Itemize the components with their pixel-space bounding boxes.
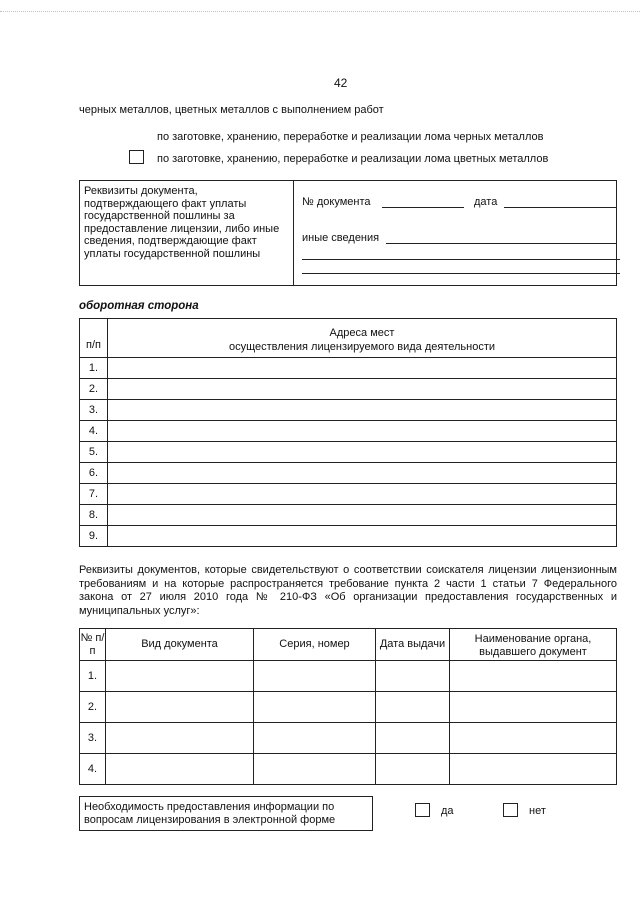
- documents-cell-type[interactable]: [106, 754, 254, 785]
- electronic-form-table: [79, 796, 617, 831]
- addresses-col-address-line2: осуществления лицензируемого вида деятельности: [228, 341, 496, 353]
- reverse-side-heading: оборотная сторона: [79, 300, 199, 312]
- addresses-row-cell[interactable]: [108, 400, 617, 421]
- documents-table: [79, 628, 617, 785]
- documents-cell-date[interactable]: [376, 692, 450, 723]
- documents-cell-issuer[interactable]: [450, 754, 617, 785]
- documents-cell-issuer[interactable]: [450, 723, 617, 754]
- compliance-paragraph: Реквизиты документов, которые свидетельствуют о соответствии соискателя лицензии лицензионным требованиям и на которые распространяется требование пункта 2 части 1 статьи 7 Федерального закона от 27 июля 2010 года № 210-ФЗ «Об организации предоставления государственных и муниципальных услуг»:: [79, 564, 617, 617]
- documents-col-date: Дата выдачи: [376, 629, 450, 661]
- addresses-row-num: 7.: [80, 484, 108, 505]
- documents-row-num: 3.: [80, 723, 106, 754]
- documents-col-series: Серия, номер: [254, 629, 376, 661]
- option-nonferrous-label: по заготовке, хранению, переработке и реализации лома цветных металлов: [157, 153, 549, 165]
- continuation-text: черных металлов, цветных металлов с выполнением работ: [79, 104, 384, 116]
- date-input[interactable]: [504, 207, 616, 208]
- documents-cell-series[interactable]: [254, 692, 376, 723]
- other-info-input[interactable]: [386, 243, 616, 244]
- addresses-row-cell[interactable]: [108, 463, 617, 484]
- doc-number-label: № документа: [302, 196, 371, 208]
- page-number: 42: [334, 76, 348, 90]
- addresses-row-cell[interactable]: [108, 505, 617, 526]
- addresses-row-cell[interactable]: [108, 358, 617, 379]
- addresses-col-address-line1: Адреса мест: [329, 327, 395, 339]
- documents-cell-date[interactable]: [376, 723, 450, 754]
- date-label: дата: [474, 196, 498, 208]
- other-info-line-3[interactable]: [302, 273, 620, 274]
- fee-details-table: [79, 180, 617, 286]
- documents-cell-date[interactable]: [376, 661, 450, 692]
- addresses-row-num: 8.: [80, 505, 108, 526]
- fee-details-label: Реквизиты документа, подтверждающего факт уплаты государственной пошлины за предоставление лицензии, либо иные сведения, подтверждающие факт уплаты государственной пошлины: [80, 181, 294, 286]
- other-info-line-2[interactable]: [302, 259, 620, 260]
- documents-row-num: 1.: [80, 661, 106, 692]
- documents-row-num: 2.: [80, 692, 106, 723]
- addresses-row-cell[interactable]: [108, 379, 617, 400]
- addresses-table: [79, 318, 617, 547]
- documents-col-type: Вид документа: [106, 629, 254, 661]
- option-ferrous-label: по заготовке, хранению, переработке и реализации лома черных металлов: [157, 131, 544, 143]
- addresses-col-num: п/п: [80, 319, 108, 358]
- documents-row-num: 4.: [80, 754, 106, 785]
- addresses-row-cell[interactable]: [108, 526, 617, 547]
- scan-header-line: [0, 3, 640, 12]
- documents-cell-type[interactable]: [106, 692, 254, 723]
- addresses-row-cell[interactable]: [108, 421, 617, 442]
- electronic-yes-checkbox[interactable]: [415, 803, 430, 817]
- documents-cell-series[interactable]: [254, 723, 376, 754]
- addresses-row-num: 3.: [80, 400, 108, 421]
- electronic-no-label: нет: [529, 804, 546, 817]
- addresses-row-num: 5.: [80, 442, 108, 463]
- documents-col-issuer: Наименование органа, выдавшего документ: [450, 629, 617, 661]
- other-info-label: иные сведения: [302, 232, 380, 244]
- addresses-row-num: 4.: [80, 421, 108, 442]
- doc-number-input[interactable]: [382, 207, 464, 208]
- addresses-col-address: [108, 319, 617, 358]
- documents-cell-type[interactable]: [106, 661, 254, 692]
- electronic-yes-label: да: [441, 804, 454, 817]
- documents-col-num: № п/п: [80, 629, 106, 661]
- fee-details-fields: [294, 181, 617, 286]
- addresses-row-cell[interactable]: [108, 442, 617, 463]
- electronic-form-options: [373, 797, 618, 831]
- electronic-form-label: Необходимость предоставления информации по вопросам лицензирования в электронной форме: [80, 797, 373, 831]
- addresses-row-num: 6.: [80, 463, 108, 484]
- documents-cell-issuer[interactable]: [450, 661, 617, 692]
- addresses-row-num: 9.: [80, 526, 108, 547]
- documents-cell-type[interactable]: [106, 723, 254, 754]
- documents-cell-issuer[interactable]: [450, 692, 617, 723]
- addresses-row-cell[interactable]: [108, 484, 617, 505]
- documents-cell-series[interactable]: [254, 661, 376, 692]
- addresses-row-num: 1.: [80, 358, 108, 379]
- addresses-row-num: 2.: [80, 379, 108, 400]
- documents-cell-series[interactable]: [254, 754, 376, 785]
- documents-cell-date[interactable]: [376, 754, 450, 785]
- option-nonferrous-checkbox[interactable]: [129, 150, 144, 164]
- electronic-no-checkbox[interactable]: [503, 803, 518, 817]
